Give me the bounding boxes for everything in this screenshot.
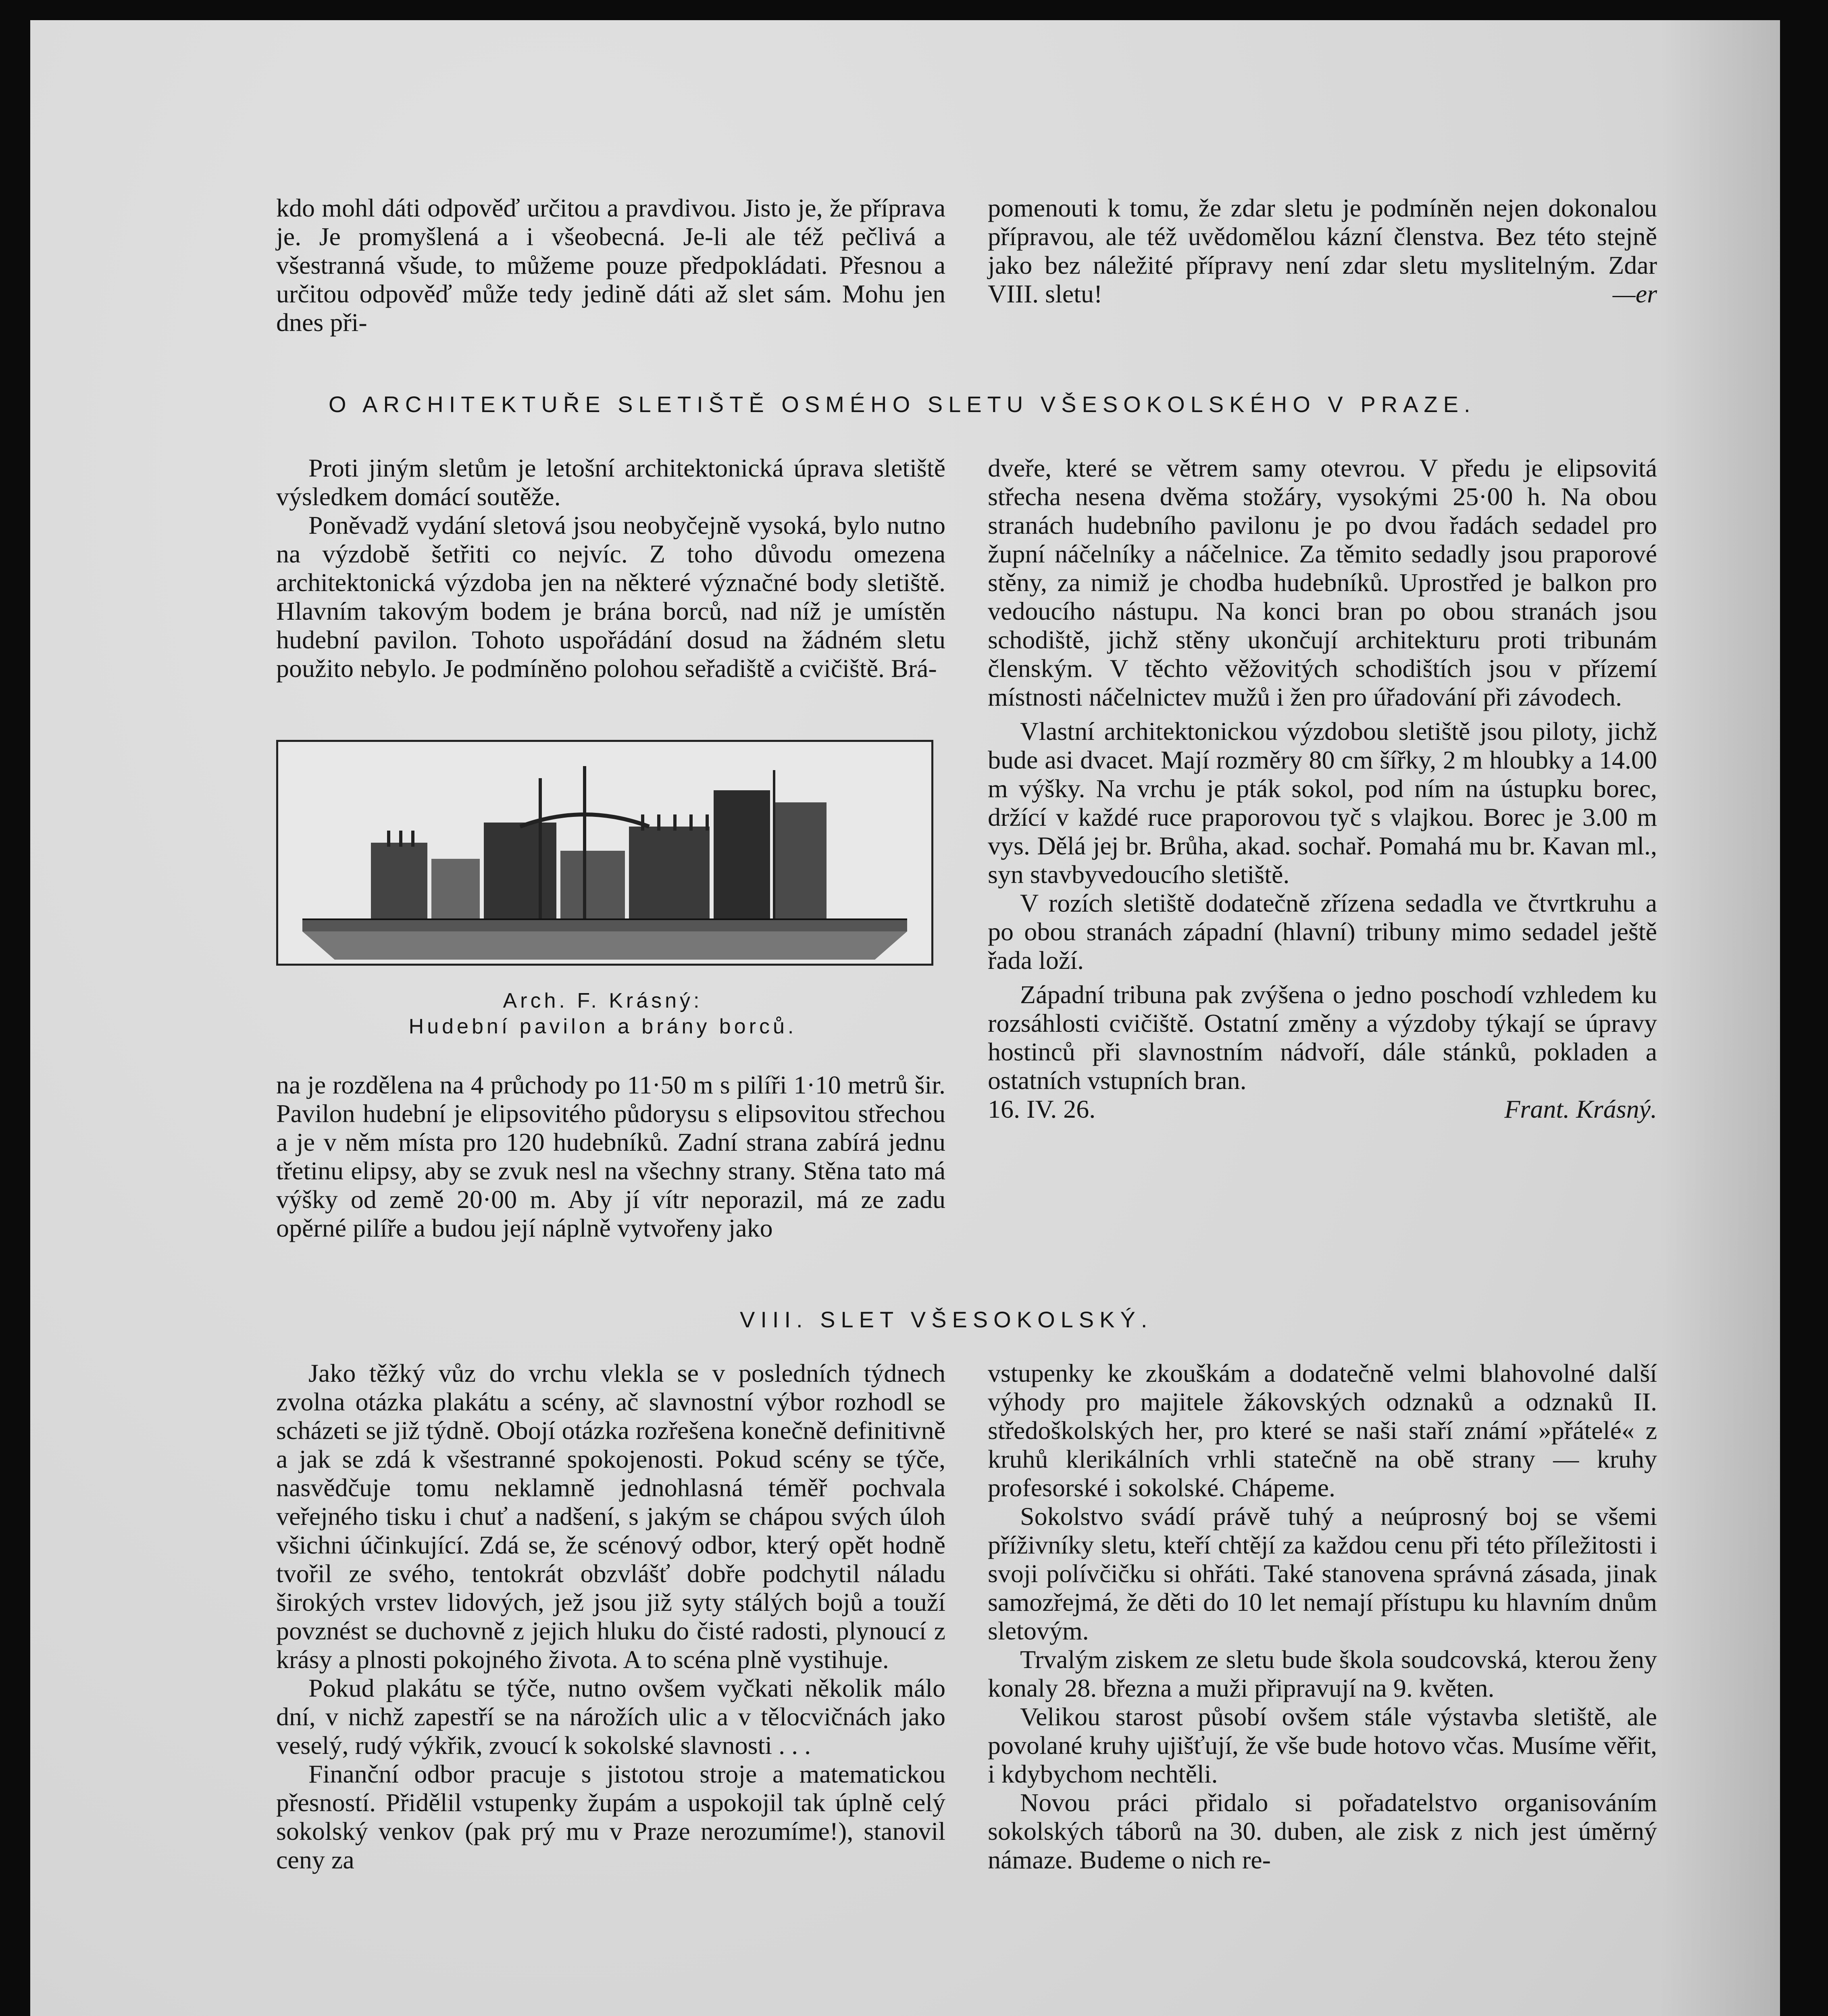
article2-paragraph-7: Velikou starost působí ovšem stále výstavba sletiště, ale povolané kruhy ujišťují, že vše bude hotovo včas. Musíme věřit, i kdybychom nechtěli. [988,1702,1657,1788]
article1-date: 16. IV. 26. [988,1095,1096,1123]
article1-left-column-top [276,454,945,683]
article1-title: O ARCHITEKTUŘE SLETIŠTĚ OSMÉHO SLETU VŠESOKOLSKÉHO V PRAZE. [329,392,1476,417]
article2-title: VIII. SLET VŠESOKOLSKÝ. [740,1307,1153,1332]
article1-author: Frant. Krásný. [1504,1095,1657,1123]
page-edge-shadow [1659,20,1780,2016]
article2-paragraph-5: Sokolstvo svádí právě tuhý a neúprosný boj se všemi příživníky sletu, kteří chtějí za každou cenu při této příležitosti i svoji polívčičku si ohřáti. Také stanovena správná zásada, jinak samozřejmá, že děti do 10 let nemají přístupu ku hlavním dnům sletovým. [988,1502,1657,1645]
article1-paragraph-6: V rozích sletiště dodatečně zřízena sedadla ve čtvrtkruhu a po obou stranách západní (hlavní) tribuny mimo sedadel ještě řada loží. [988,889,1657,975]
article2-paragraph-6: Trvalým ziskem ze sletu bude škola soudcovská, kterou ženy konaly 28. března a muži připravují na 9. květen. [988,1645,1657,1702]
magazine-page [30,20,1780,2016]
article2-paragraph-4: vstupenky ke zkouškám a dodatečně velmi blahovolné další výhody pro majitele žákovských odznaků a odznaků II. středoškolských her, pro které se naši staří známí »přátelé« z kruhů klerikálních vrhli statečně na obě strany — kruhy profesorské i sokolské. Chápeme. [988,1359,1657,1502]
article1-paragraph-3: na je rozdělena na 4 průchody po 11·50 m s pilíři 1·10 metrů šir. Pavilon hudební je elipsovitého půdorysu s elipsovitou střechou a je v něm místa pro 120 hudebníků. Zadní strana zabírá jednu třetinu elipsy, aby se zvuk nesl na všechny strany. Stěna tato má výšky od země 20·00 m. Aby jí vítr neporazil, má ze zadu opěrné pilíře a budou její náplně vytvořeny jako [276,1070,945,1242]
article1-paragraph-5: Vlastní architektonickou výzdobou sletiště jsou piloty, jichž bude asi dvacet. Mají rozměry 80 cm šířky, 2 m hloubky a 14.00 m výšky. Na vrchu je pták sokol, pod ním na ústupku borec, držící v každé ruce praporovou tyč s vlajkou. Borec je 3.00 m vys. Dělá jej br. Brůha, akad. sochař. Pomahá mu br. Kavan ml., syn stavbyvedoucího sletiště. [988,717,1657,889]
top-left-column [276,194,945,337]
pavilion-drawing [278,742,931,964]
article1-paragraph-2: Poněvadž vydání sletová jsou neobyčejně vysoká, bylo nutno na výzdobě šetřiti co nejvíc. Z toho důvodu omezena architektonická výzdoba jen na některé význačné body sletiště. Hlavním takovým bodem je brána borců, nad níž je umístěn hudební pavilon. Tohoto uspořádání dosud na žádném sletu použito nebylo. Je podmíněno polohou seřadiště a cvičiště. Brá- [276,511,945,683]
caption-title: Hudební pavilon a brány borců. [408,1015,797,1038]
article2-left-column [276,1359,945,1874]
article2-right-column [988,1359,1657,1874]
article1-paragraph-1: Proti jiným sletům je letošní architektonická úprava sletiště výsledkem domácí soutěže. [276,454,945,511]
figure-caption [276,988,929,1039]
article1-left-column-bottom [276,1070,945,1242]
article1-right-column [988,454,1657,1123]
caption-architect: Arch. F. Krásný: [503,989,703,1012]
top-right-column [988,194,1657,308]
article2-paragraph-8: Novou práci přidalo si pořadatelstvo organisováním sokolských táborů na 30. duben, ale zisk z nich jest úměrný námaze. Budeme o nich re- [988,1788,1657,1874]
article1-paragraph-4: dveře, které se větrem samy otevrou. V předu je elipsovitá střecha nesena dvěma stožáry, vysokými 25·00 h. Na obou stranách hudebního pavilonu je po dvou řadách sedadel pro župní náčelníky a náčelnice. Za těmito sedadly jsou praporové stěny, za nimiž je chodba hudebníků. Uprostřed je balkon pro vedoucího nástupu. Na konci bran po obou stranách jsou schodiště, jichž stěny ukončují architekturu proti tribunám členským. V těchto věžovitých schodištích jsou v přízemí místnosti náčelnictev mužů i žen pro úřadování při závodech. [988,454,1657,711]
pavilion-illustration [276,740,933,966]
top-right-paragraph: pomenouti k tomu, že zdar sletu je podmíněn nejen dokonalou přípravou, ale též uvědomělou kázní členstva. Bez této stejně jako bez náležité přípravy není zdar sletu myslitelným. Zdar VIII. sletu! [988,194,1657,308]
article2-paragraph-1: Jako těžký vůz do vrchu vlekla se v posledních týdnech zvolna otázka plakátu a scény, ač slavnostní výbor rozhodl se scházeti se již týdně. Obojí otázka rozřešena konečně definitivně a jak se zdá k všestranné spokojenosti. Pokud scény se týče, nasvědčuje tomu neklamně jednohlasná téměř pochvala veřejného tisku i chuť a nadšení, s jakým se chápou svých úloh všichni účinkující. Zdá se, že scénový odbor, který opět hodně tvořil ze svého, tentokrát obzvlášť dobře podchytil náladu širokých vrstev lidových, jež jsou již syty stálých bojů a touží povznést se duchovně z jejich hluku do čisté radosti, plynoucí z krásy a plnosti pokojného života. A to scéna plně vystihuje. [276,1359,945,1674]
article2-paragraph-3: Finanční odbor pracuje s jistotou stroje a matematickou přesností. Přidělil vstupenky župám a uspokojil tak úplně celý sokolský venkov (pak prý mu v Praze nerozumíme!), stanovil ceny za [276,1760,945,1874]
article1-paragraph-7: Západní tribuna pak zvýšena o jedno poschodí vzhledem ku rozsáhlosti cvičiště. Ostatní změny a výzdoby týkají se úpravy hostinců při slavnostním nádvoří, dále stánků, pokladen a ostatních vstupních bran. [988,980,1657,1095]
article1-footer [988,1095,1657,1123]
top-left-paragraph: kdo mohl dáti odpověď určitou a pravdivou. Jisto je, že příprava je. Je promyšlená a i všeobecná. Je-li ale též pečlivá a všestranná všude, to můžeme pouze předpokládati. Přesnou a určitou odpověď může tedy jedině dáti až slet sám. Mohu jen dnes při- [276,194,945,337]
top-signature: —er [1612,279,1657,308]
article2-paragraph-2: Pokud plakátu se týče, nutno ovšem vyčkati několik málo dní, v nichž zapestří se na nárožích ulic a v tělocvičnách jako veselý, rudý výkřik, zvoucí k sokolské slavnosti . . . [276,1674,945,1760]
